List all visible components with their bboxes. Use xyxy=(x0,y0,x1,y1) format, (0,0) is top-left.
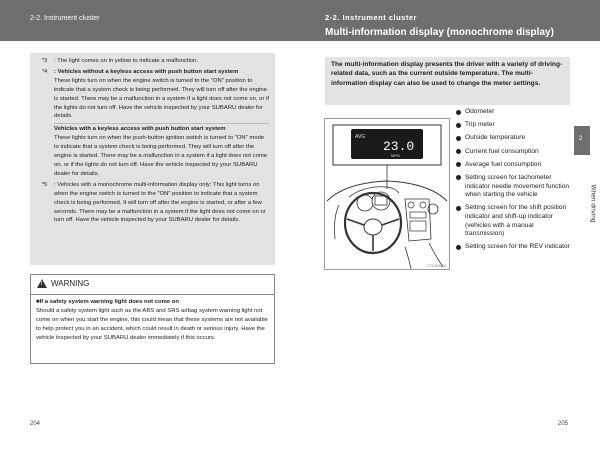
note-heading: Vehicles with a keyless access with push button start system xyxy=(54,126,226,133)
list-item xyxy=(453,108,573,117)
note-4 xyxy=(36,68,269,179)
list-item xyxy=(453,148,573,157)
bullet-icon xyxy=(456,206,461,211)
feature-list xyxy=(453,108,573,256)
bullet-icon xyxy=(456,136,461,141)
warning-subheading xyxy=(36,298,269,307)
list-item-text: Outside temperature xyxy=(465,134,526,142)
bullet-icon xyxy=(456,149,461,154)
warning-title: WARNING xyxy=(51,279,90,288)
list-item-text: Trip meter xyxy=(465,121,495,129)
bullet-icon xyxy=(456,123,461,128)
list-item xyxy=(453,121,573,130)
bullet-icon xyxy=(456,110,461,115)
illustration-code: CT12AH002 xyxy=(427,264,447,268)
display-unit: MPG xyxy=(391,153,401,158)
note-heading: : Vehicles without a keyless access with push button start system xyxy=(54,68,239,75)
list-item xyxy=(453,204,573,238)
display-value: 23.0 xyxy=(383,139,415,154)
note-3 xyxy=(36,57,269,66)
warning-header xyxy=(31,275,274,295)
note-text: These lights turn on when the engine switch is turned to the "ON" position to indicate that a system check is being performed. They will turn off after the engine is started. There may be a malfunction in a system if a light does not come on, or if the lights do not turn off. Have the vehicle inspected by your SUBARU dealer for details. xyxy=(54,77,270,120)
warning-subheading-text: If a safety system warning light does not come on xyxy=(39,299,180,305)
note-5 xyxy=(36,181,269,226)
warning-body xyxy=(31,295,274,343)
page-title: Multi-information display (monochrome display) xyxy=(325,27,554,38)
dashboard-drawing xyxy=(325,119,449,269)
note-mark: *5 xyxy=(42,181,48,188)
list-item-text: Setting screen for the shift position indicator and shift-up indicator (vehicles with a manual transmission) xyxy=(465,204,567,238)
bullet-icon xyxy=(456,175,461,180)
chapter-label: When driving xyxy=(589,184,597,223)
note-text: : Vehicles with a monochrome multi-information display only: This light turns on when the engine switch is turned to the "ON" position to indicate that a system check is being performed. It will turn off after the engine is started, or after a few seconds. There may be a malfunction in a system if the light does not come on or turn off. Have the vehicle inspected by your SUBARU dealer for details. xyxy=(54,181,266,224)
note-text: : The light comes on in yellow to indicate a malfunction. xyxy=(54,58,198,64)
list-item-text: Average fuel consumption xyxy=(465,160,542,168)
chapter-number: 2 xyxy=(579,136,583,142)
page-number-right: 205 xyxy=(558,421,569,427)
page-number-left: 204 xyxy=(30,421,41,427)
display-label: AVG xyxy=(355,134,366,140)
square-bullet-icon: ■ xyxy=(36,299,40,305)
note-text: These lights turn on when the push-button ignition switch is turned to "ON" mode to indicate that a system check is being performed. They will turn off after the engine is started. There may be a malfunction in a system if a light does not come on, or if the lights do not turn off. Have the vehicle inspected by your SUBARU dealer for details. xyxy=(54,135,268,177)
list-item xyxy=(453,134,573,143)
dashboard-illustration xyxy=(324,118,450,270)
right-breadcrumb: 2-2. Instrument cluster xyxy=(325,13,417,22)
intro-box: The multi-information display presents the driver with a variety of driving-related data, such as the current outside temperature. The multi-information display can also be used to change the meter settings. xyxy=(325,57,570,105)
left-breadcrumb: 2-2. Instrument cluster xyxy=(30,15,100,22)
list-item xyxy=(453,161,573,170)
bullet-icon xyxy=(456,245,461,250)
exclamation-icon: ! xyxy=(40,281,43,287)
list-item-text: Odometer xyxy=(465,108,495,115)
list-item xyxy=(453,174,573,200)
list-item-text: Setting screen for tachometer indicator needle movement function when starting the vehicle xyxy=(465,173,570,199)
list-item xyxy=(453,243,573,252)
list-item-text: Setting screen for the REV indicator xyxy=(465,243,570,251)
note-mark: *4 xyxy=(42,68,48,75)
warning-box xyxy=(30,274,275,364)
warning-text: Should a safety system light such as the ABS and SRS airbag system warning light not come on when you start the engine, this could mean that these systems are not available to help protect you in an accident, which could result in death or serious injury. Have the vehicle inspected by your SUBARU dealer immediately if this occurs. xyxy=(36,307,268,341)
bullet-icon xyxy=(456,162,461,167)
note-4-sub xyxy=(54,123,269,178)
list-item-text: Current fuel consumption xyxy=(465,147,539,155)
notes-box xyxy=(30,53,275,265)
note-mark: *3 xyxy=(42,58,48,64)
